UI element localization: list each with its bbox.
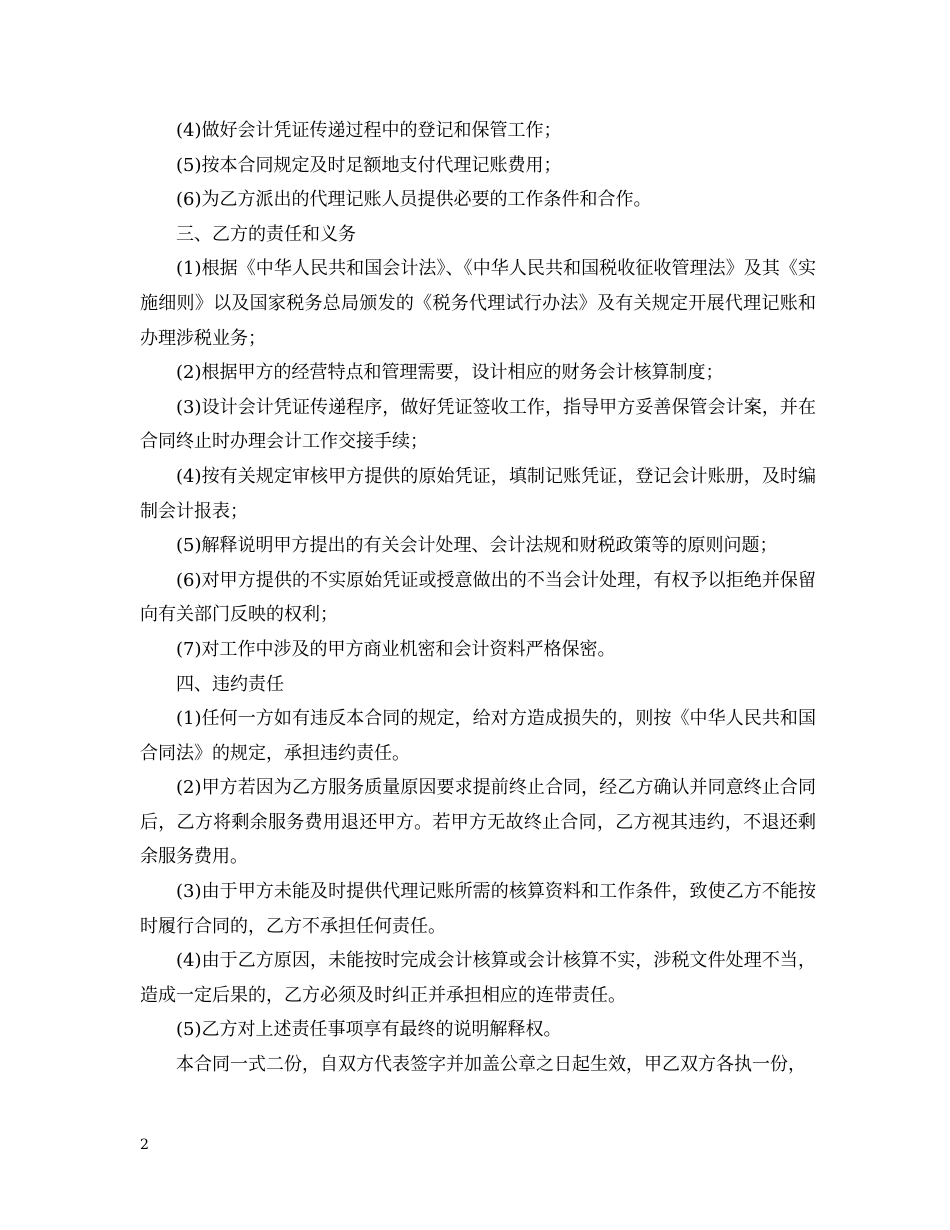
clause-b-6: (6)对甲方提供的不实原始凭证或授意做出的不当会计处理，有权予以拒绝并保留向有关部门反映的权利； — [140, 569, 816, 626]
clause-b-3: (3)设计会计凭证传递程序，做好凭证签收工作，指导甲方妥善保管会计案，并在合同终止时办理会计工作交接手续； — [140, 396, 816, 453]
clause-a-6: (6)为乙方派出的代理记账人员提供必要的工作条件和合作。 — [176, 189, 652, 211]
clause-b-7: (7)对工作中涉及的甲方商业机密和会计资料严格保密。 — [176, 638, 616, 660]
clause-c-2: (2)甲方若因为乙方服务质量原因要求提前终止合同，经乙方确认并同意终止合同后，乙方将剩余服务费用退还甲方。若甲方无故终止合同，乙方视其违约，不退还剩余服务费用。 — [140, 777, 816, 868]
clause-a-5: (5)按本合同规定及时足额地支付代理记账费用； — [176, 154, 562, 176]
clause-c-1: (1)任何一方如有违反本合同的规定，给对方造成损失的，则按《中华人民共和国合同法》的规定，承担违约责任。 — [140, 708, 816, 764]
closing-paragraph: 本合同一式二份，自双方代表签字并加盖公章之日起生效，甲乙双方各执一份， — [176, 1054, 806, 1076]
clause-a-4: (4)做好会计凭证传递过程中的登记和保管工作； — [176, 120, 562, 141]
clause-c-4: (4)由于乙方原因，未能按时完成会计核算或会计核算不实，涉税文件处理不当，造成一定后果的，乙方必须及时纠正并承担相应的连带责任。 — [140, 950, 816, 1006]
section-heading-3: 三、乙方的责任和义务 — [176, 223, 356, 245]
document-body — [140, 114, 816, 1083]
page-number: 2 — [140, 1137, 149, 1153]
clause-b-4: (4)按有关规定审核甲方提供的原始凭证，填制记账凭证，登记会计账册，及时编制会计报表； — [140, 465, 816, 522]
clause-c-5: (5)乙方对上述责任事项享有最终的说明解释权。 — [176, 1019, 562, 1041]
section-heading-4: 四、违约责任 — [176, 673, 284, 695]
clause-b-2: (2)根据甲方的经营特点和管理需要，设计相应的财务会计核算制度； — [176, 362, 724, 384]
clause-b-1: (1)根据《中华人民共和国会计法》、《中华人民共和国税收征收管理法》及其《实施细则》以及国家税务总局颁发的《税务代理试行办法》及有关规定开展代理记账和办理涉税业务； — [140, 258, 816, 349]
clause-b-5: (5)解释说明甲方提出的有关会计处理、会计法规和财税政策等的原则问题； — [176, 535, 778, 557]
clause-c-3: (3)由于甲方未能及时提供代理记账所需的核算资料和工作条件，致使乙方不能按时履行合同的，乙方不承担任何责任。 — [140, 881, 816, 937]
